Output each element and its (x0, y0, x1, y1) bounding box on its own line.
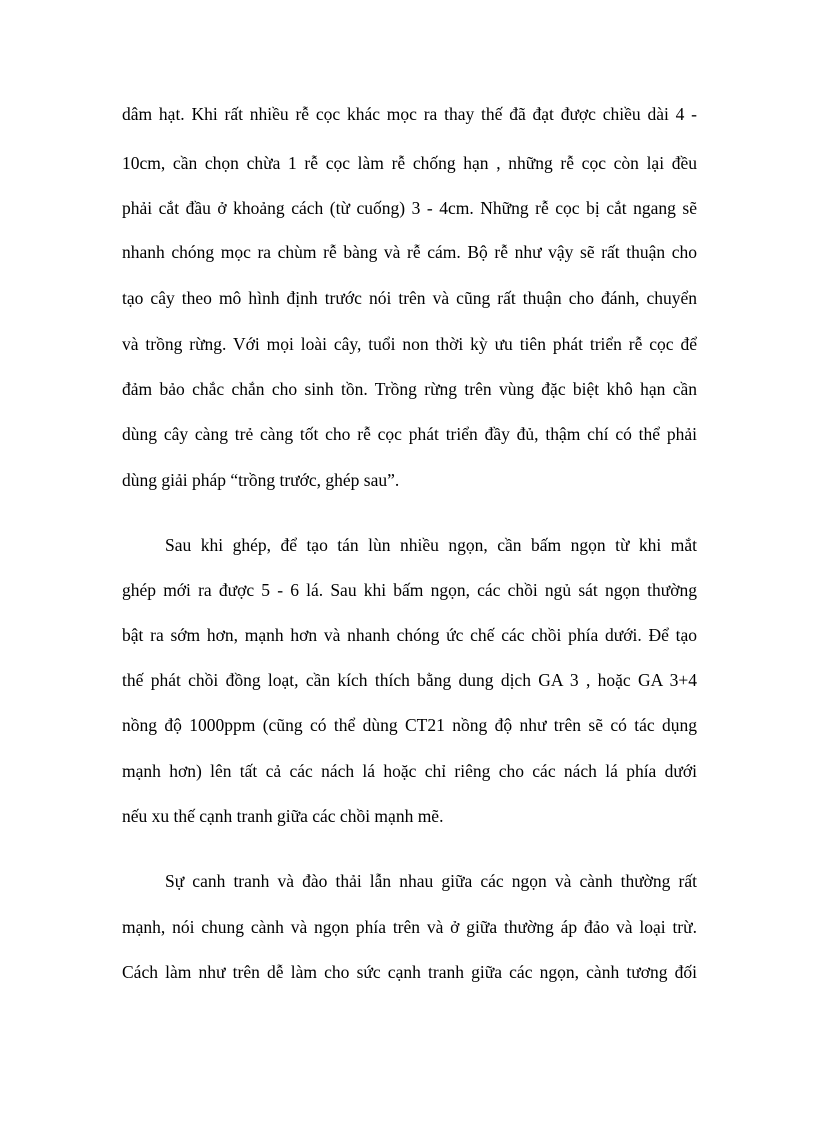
paragraph-3-line-3: Cách làm như trên dễ làm cho sức cạnh tranh giữa các ngọn, cành tương đối (122, 962, 697, 982)
paragraph-1-line-6: và trồng rừng. Với mọi loài cây, tuổi non thời kỳ ưu tiên phát triển rễ cọc để (122, 334, 697, 354)
paragraph-2-line-2: ghép mới ra được 5 - 6 lá. Sau khi bấm ngọn, các chồi ngủ sát ngọn thường (122, 580, 697, 600)
paragraph-2-line-3: bật ra sớm hơn, mạnh hơn và nhanh chóng ức chế các chồi phía dưới. Để tạo (122, 625, 697, 645)
paragraph-2-line-1: Sau khi ghép, để tạo tán lùn nhiều ngọn, cần bấm ngọn từ khi mắt (165, 535, 697, 555)
paragraph-1-line-3: phải cắt đầu ở khoảng cách (từ cuống) 3 - 4cm. Những rễ cọc bị cắt ngang sẽ (122, 198, 697, 218)
paragraph-1-line-5: tạo cây theo mô hình định trước nói trên và cũng rất thuận cho đánh, chuyển (122, 288, 697, 308)
paragraph-3-line-1: Sự canh tranh và đào thải lẫn nhau giữa các ngọn và cành thường rất (165, 871, 697, 891)
paragraph-2-line-6: mạnh hơn) lên tất cả các nách lá hoặc chỉ riêng cho các nách lá phía dưới (122, 761, 697, 781)
paragraph-2-line-5: nồng độ 1000ppm (cũng có thể dùng CT21 nồng độ như trên sẽ có tác dụng (122, 715, 697, 735)
paragraph-1-line-2: 10cm, cần chọn chừa 1 rễ cọc làm rễ chống hạn , những rễ cọc còn lại đều (122, 153, 697, 173)
paragraph-1-line-7: đảm bảo chắc chắn cho sinh tồn. Trồng rừng trên vùng đặc biệt khô hạn cần (122, 379, 697, 399)
paragraph-1-line-8: dùng cây càng trẻ càng tốt cho rễ cọc phát triển đầy đủ, thậm chí có thể phải (122, 424, 697, 444)
paragraph-2-line-4: thế phát chồi đồng loạt, cần kích thích bằng dung dịch GA 3 , hoặc GA 3+4 (122, 670, 697, 690)
paragraph-3-line-2: mạnh, nói chung cành và ngọn phía trên và ở giữa thường áp đảo và loại trừ. (122, 917, 697, 937)
paragraph-2-line-7: nếu xu thế cạnh tranh giữa các chồi mạnh mẽ. (122, 806, 444, 826)
paragraph-1-line-9: dùng giải pháp “trồng trước, ghép sau”. (122, 470, 400, 490)
paragraph-1-line-4: nhanh chóng mọc ra chùm rễ bàng và rễ cám. Bộ rễ như vậy sẽ rất thuận cho (122, 242, 697, 262)
paragraph-1-line-1: dâm hạt. Khi rất nhiều rễ cọc khác mọc ra thay thế đã đạt được chiều dài 4 - (122, 104, 697, 124)
